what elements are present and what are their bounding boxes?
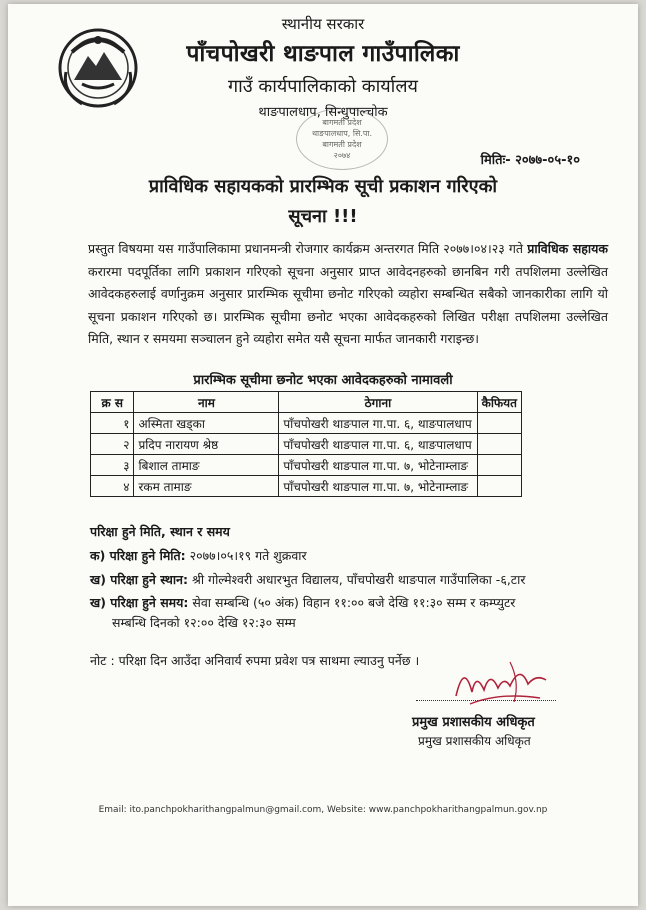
notice-title: प्राविधिक सहायकको प्रारम्भिक सूची प्रकाशन गरिएको <box>148 176 498 197</box>
exam-time-value: सेवा सम्बन्धि (५० अंक) विहान ११:०० बजे देखि ११:३० सम्म र कम्प्युटर <box>188 595 516 610</box>
row-remarks <box>477 476 521 497</box>
stamp-line: बागमती प्रदेश <box>322 118 362 127</box>
row-serial: १ <box>91 413 134 434</box>
signatory-title: प्रमुख प्रशासकीय अधिकृत <box>412 715 535 730</box>
admit-card-note: नोट : परिक्षा दिन आउँदा अनिवार्य रुपमा प्रवेश पत्र साथमा ल्याउनु पर्नेछ । <box>90 653 420 668</box>
stamp-line: २०७४ <box>333 151 351 160</box>
table-caption: प्रारम्भिक सूचीमा छनोट भएका आवेदकहरुको नामावली <box>193 373 453 388</box>
body-text-part2: करारमा पदपूर्तिका लागि प्रकाशन गरिएको सूचना अनुसार प्राप्त आवेदनहरुको छानबिन गरी तपशिलमा उल्लेखित आवेदकहरुलाई वर्णानुक्रम अनुसार प्रारम्भिक सूचीमा छनोट गरिएको व्यहोरा सम्बन्धित सबैको जानकारीका लागि यो सूचना प्रकाशन गरिएको छ। प्रारम्भिक सूचीमा छनोट भएका आवेदकहरुको लिखित परीक्षा तपशिलमा उल्लेखित मिति, स्थान र समयमा सञ्चालन हुने व्यहोरा समेत यसै सूचना मार्फत जानकारी गराइन्छ। <box>88 263 608 346</box>
exam-heading: परिक्षा हुने मिति, स्थान र समय <box>90 524 230 539</box>
header-municipality-name: पाँचपोखरी थाङपाल गाउँपालिका <box>186 41 460 67</box>
footer-contact: Email: ito.panchpokharithangpalmun@gmail.com, Website: www.panchpokharithangpalmun.gov.np <box>98 805 548 815</box>
row-address: पाँचपोखरी थाङपाल गा.पा. ७, भोटेनाम्लाङ <box>279 476 477 497</box>
table-row <box>91 476 522 497</box>
row-remarks <box>477 413 521 434</box>
row-serial: ४ <box>91 476 134 497</box>
row-remarks <box>477 434 521 455</box>
exam-time-continued: सम्बन्धि दिनको १२:०० देखि १२:३० सम्म <box>112 615 296 630</box>
body-text-part1: प्रस्तुत विषयमा यस गाउँपालिकामा प्रधानमन्त्री रोजगार कार्यक्रम अन्तरगत मिति २०७७।०४।२३ गते <box>88 241 528 256</box>
row-address: पाँचपोखरी थाङपाल गा.पा. ७, भोटेनाम्लाङ <box>279 455 477 476</box>
header-office-address: थाङपालधाप, सिन्धुपाल्चोक <box>258 105 388 120</box>
header-office-name: गाउँ कार्यपालिकाको कार्यालय <box>228 76 418 97</box>
row-address: पाँचपोखरी थाङपाल गा.पा. ६, थाङपालधाप <box>279 413 477 434</box>
stamp-line: थाङपालधाप, सि.पा. <box>311 129 373 138</box>
notice-date: मितिः- २०७७-०५-१० <box>480 153 580 168</box>
row-name: प्रदिप नारायण श्रेष्ठ <box>134 434 279 455</box>
signatory-stamp: प्रमुख प्रशासकीय अधिकृत <box>418 734 531 748</box>
row-address: पाँचपोखरी थाङपाल गा.पा. ६, थाङपालधाप <box>279 434 477 455</box>
table-row <box>91 434 522 455</box>
header-serial: क्र स <box>91 392 134 413</box>
body-bold-position: प्राविधिक सहायक <box>527 241 609 256</box>
row-name: बिशाल तामाङ <box>134 455 279 476</box>
header-remarks: कैफियत <box>477 392 521 413</box>
exam-time-label: ख) परिक्षा हुने समय: <box>90 595 189 610</box>
handwritten-signature <box>450 652 560 712</box>
table-row <box>91 413 522 434</box>
table-row <box>91 455 522 476</box>
row-name: रकम तामाङ <box>134 476 279 497</box>
table-header-row <box>91 392 522 413</box>
shortlist-table <box>90 391 522 497</box>
row-remarks <box>477 455 521 476</box>
exam-date-value: २०७७।०५।१९ गते शुक्रवार <box>185 548 307 563</box>
row-serial: २ <box>91 434 134 455</box>
header-address: ठेगाना <box>279 392 477 413</box>
stamp-line: बागमती प्रदेश <box>322 140 362 149</box>
office-stamp <box>296 108 388 170</box>
exam-place-value: श्री गोल्मेश्वरी अधारभुत विद्यालय, पाँचपोखरी थाङपाल गाउँपालिका -६,टार <box>188 572 526 587</box>
exam-date-label: क) परिक्षा हुने मिति: <box>90 548 186 563</box>
exam-place <box>90 571 525 588</box>
row-serial: ३ <box>91 455 134 476</box>
header-local-government: स्थानीय सरकार <box>281 15 365 33</box>
row-name: अस्मिता खड्का <box>134 413 279 434</box>
exam-time <box>90 594 515 611</box>
notice-body <box>88 238 608 351</box>
exam-date <box>90 547 307 564</box>
exam-place-label: ख) परिक्षा हुने स्थान: <box>90 572 188 587</box>
notice-subtitle: सूचना !!! <box>288 206 358 227</box>
signature-line <box>416 700 556 701</box>
header-name: नाम <box>134 392 279 413</box>
